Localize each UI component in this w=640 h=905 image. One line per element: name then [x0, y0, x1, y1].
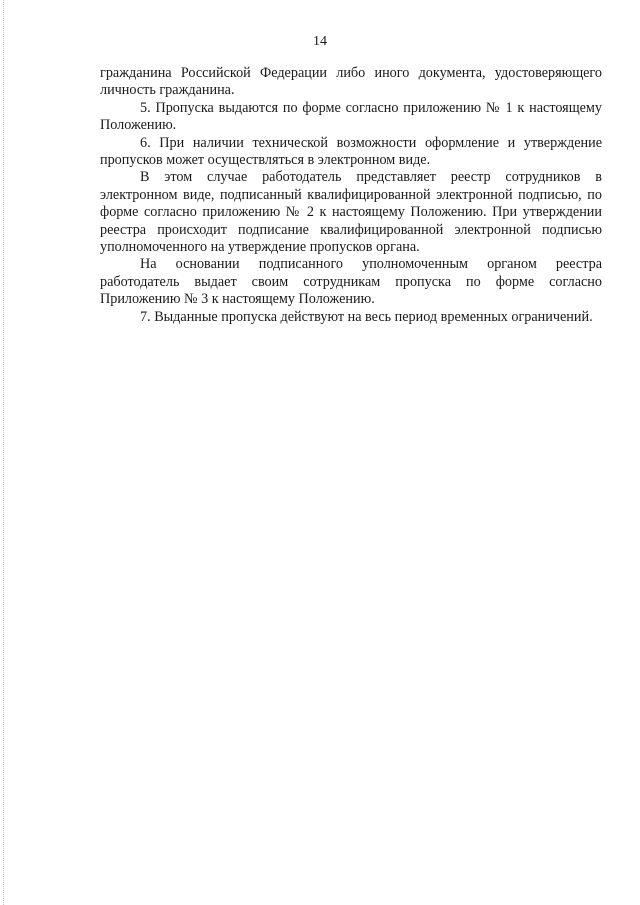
paragraph-registry: В этом случае работодатель представляет реестр сотрудников в электронном виде, подписанный квалифицированной электронной подписью, по форме согласно приложению № 2 к настоящему Положению. При утверждении реестра происходит подписание квалифицированной электронной подписью уполномоченного на утверждение пропусков органа. [100, 169, 602, 256]
paragraph-item-6: 6. При наличии технической возможности оформление и утверждение пропусков может осуществляться в электронном виде. [100, 134, 602, 169]
document-body [100, 65, 602, 326]
paragraph-item-5: 5. Пропуска выдаются по форме согласно приложению № 1 к настоящему Положению. [100, 99, 602, 134]
page-number: 14 [313, 34, 327, 49]
paragraph-continuation: гражданина Российской Федерации либо иного документа, удостоверяющего личность гражданина. [100, 65, 602, 99]
scan-edge-line [3, 0, 4, 905]
paragraph-issuance: На основании подписанного уполномоченным органом реестра работодатель выдает своим сотрудникам пропуска по форме согласно Приложению № 3 к настоящему Положению. [100, 256, 602, 308]
paragraph-item-7: 7. Выданные пропуска действуют на весь период временных ограничений. [140, 308, 593, 325]
